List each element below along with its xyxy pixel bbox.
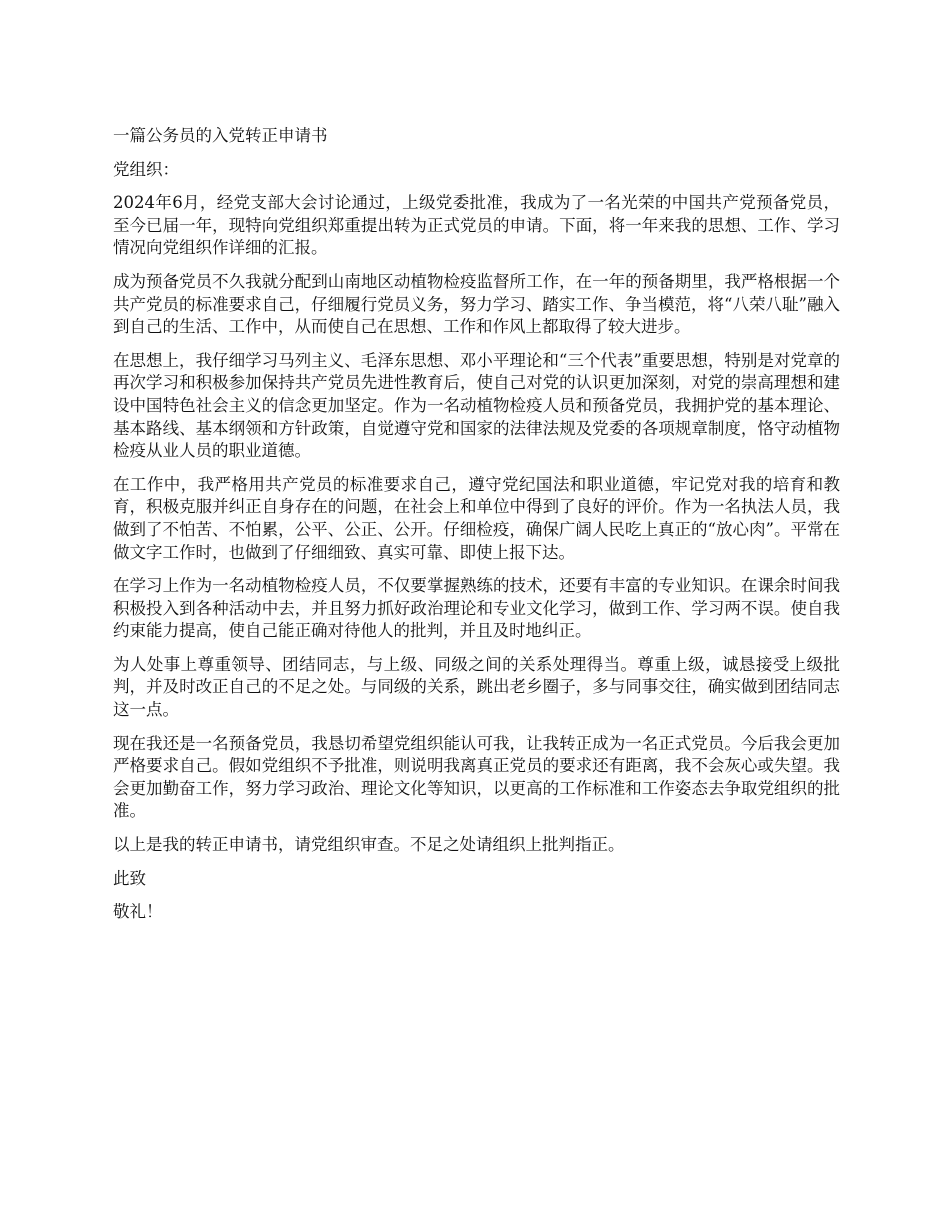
paragraph-conclusion: 以上是我的转正申请书，请党组织审查。不足之处请组织上批判指正。 [113, 835, 625, 855]
salutation: 党组织： [113, 159, 179, 179]
document-page [113, 125, 840, 935]
closing-line: 此致 [113, 868, 146, 888]
paragraph-work: 在工作中，我严格用共产党员的标准要求自己，遵守党纪国法和职业道德，牢记党对我的培育和教育，积极克服并纠正自身存在的问题，在社会上和单位中得到了良好的评价。作为一名执法人员，我做到了不怕苦、不怕累，公平、公正、公开。仔细检疫，确保广阔人民吃上真正的“放心肉”。平常在做文字工作时，也做到了仔细细致、真实可靠、即使上报下达。 [113, 474, 840, 562]
paragraph-study: 在学习上作为一名动植物检疫人员，不仅要掌握熟练的技术，还要有丰富的专业知识。在课余时间我积极投入到各种活动中去，并且努力抓好政治理论和专业文化学习，做到工作、学习两不误。使自我约束能力提高，使自己能正确对待他人的批判，并且及时地纠正。 [113, 576, 840, 641]
paragraph-overview: 成为预备党员不久我就分配到山南地区动植物检疫监督所工作，在一年的预备期里，我严格根据一个共产党员的标准要求自己，仔细履行党员义务，努力学习、踏实工作、争当模范，将“八荣八耻”融入到自己的生活、工作中，从而使自己在思想、工作和作风上都取得了较大进步。 [113, 271, 840, 337]
regards-line: 敬礼！ [113, 902, 163, 922]
document-title: 一篇公务员的入党转正申请书 [113, 126, 328, 145]
paragraph-thought: 在思想上，我仔细学习马列主义、毛泽东思想、邓小平理论和“三个代表”重要思想，特别是对党章的再次学习和积极参加保持共产党员先进性教育后，使自己对党的认识更加深刻，对党的崇高理想和建设中国特色社会主义的信念更加坚定。作为一名动植物检疫人员和预备党员，我拥护党的基本理论、基本路线、基本纲领和方针政策，自觉遵守党和国家的法律法规及党委的各项规章制度，恪守动植物检疫从业人员的职业道德。 [113, 350, 840, 461]
paragraph-conduct: 为人处事上尊重领导、团结同志，与上级、同级之间的关系处理得当。尊重上级，诚恳接受上级批判，并及时改正自己的不足之处。与同级的关系，跳出老乡圈子，多与同事交往，确实做到团结同志这一点。 [113, 654, 840, 720]
paragraph-request: 现在我还是一名预备党员，我恳切希望党组织能认可我，让我转正成为一名正式党员。今后我会更加严格要求自己。假如党组织不予批准，则说明我离真正党员的要求还有距离，我不会灰心或失望。我会更加勤奋工作，努力学习政治、理论文化等知识，以更高的工作标准和工作姿态去争取党组织的批准。 [113, 733, 840, 821]
paragraph-intro: 2024年6月，经党支部大会讨论通过，上级党委批准，我成为了一名光荣的中国共产党预备党员，至今已届一年，现特向党组织郑重提出转为正式党员的申请。下面，将一年来我的思想、工作、学习情况向党组织作详细的汇报。 [113, 193, 840, 258]
